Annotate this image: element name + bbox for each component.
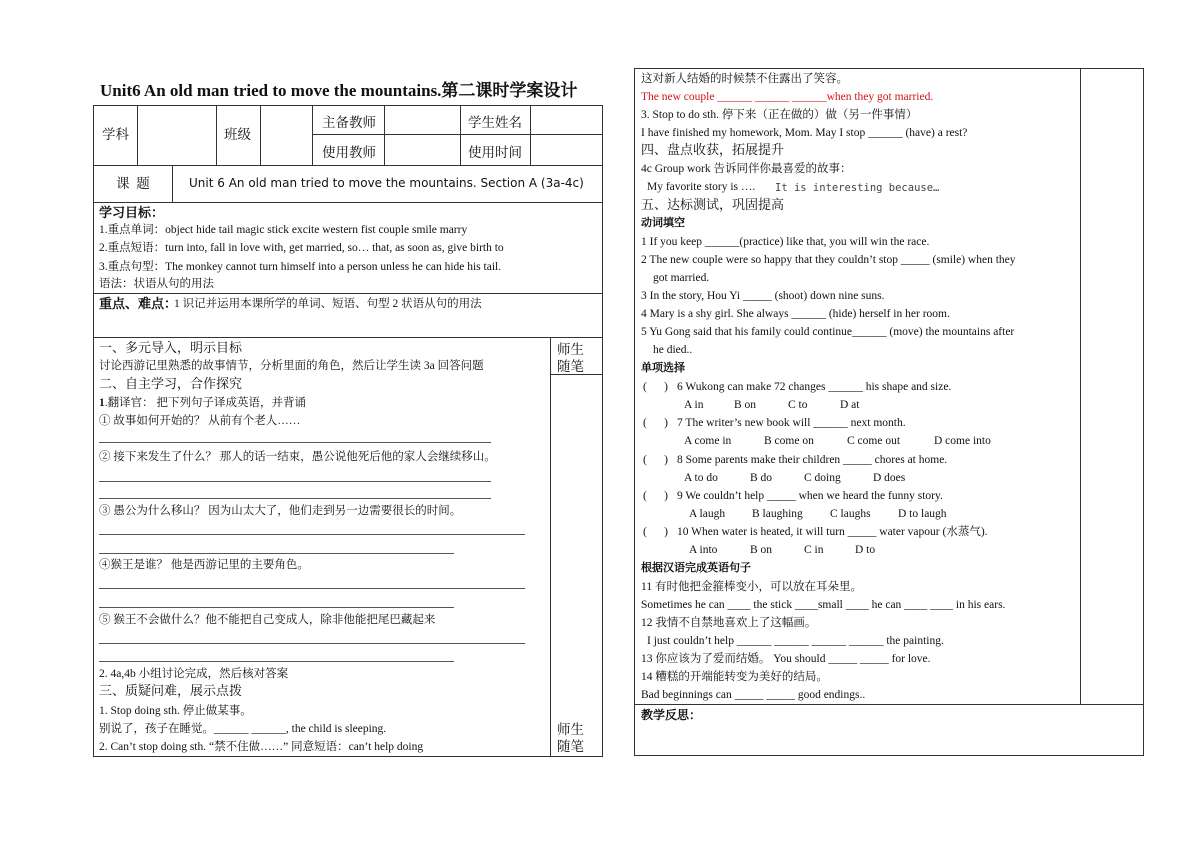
lesson-value: Unit 6 An old man tried to move the mountains. Section A (3a-4c): [189, 176, 584, 190]
section5-title: 五、达标测试，巩固提高: [641, 197, 785, 212]
key-points-heading: 重点、难点：: [99, 296, 178, 311]
translation-q13: 13 你应该为了爱而结婚。 You should _____ _____ for love.: [641, 653, 931, 665]
objective-grammar: 语法：状语从句的用法: [99, 278, 214, 290]
mc-option: A come in: [684, 435, 732, 447]
verb-q2b: got married.: [653, 272, 710, 284]
question-3: ③ 愚公为什么移山？ 因为山太大了，他们走到另一边需要很长的时间。: [99, 505, 462, 517]
question-1: ① 故事如何开始的？ 从前有个老人……: [99, 415, 301, 427]
section2-title: 二、自主学习，合作探究: [99, 376, 243, 391]
objectives-heading: 学习目标：: [99, 205, 165, 220]
mc-option: C doing: [804, 472, 841, 484]
point-1-example: 别说了，孩子在睡觉。______ ______, the child is sleeping.: [99, 723, 387, 735]
mc-option: D to laugh: [898, 508, 947, 520]
mc-paren: ( ): [643, 526, 668, 538]
right-line-4: I have finished my homework, Mom. May I stop ______ (have) a rest?: [641, 127, 968, 139]
mc-option: D to: [855, 544, 876, 556]
lesson-label: 课 题: [116, 176, 150, 191]
section4-story-a: My favorite story is ….: [647, 181, 756, 193]
verb-q5b: he died..: [653, 344, 693, 356]
translation-heading: 根据汉语完成英语句子: [641, 561, 751, 574]
mc-option: C in: [804, 544, 824, 556]
objective-words: 1.重点单词：object hide tail magic stick excite western fist couple smile marry: [99, 224, 468, 236]
notes-label-bottom: 师生随笔: [557, 722, 584, 754]
right-line-2: The new couple ______ ______ ______when they got married.: [641, 91, 934, 103]
objective-sentence: 3.重点句型：The monkey cannot turn himself into a person unless he can hide his tail.: [99, 261, 502, 273]
verb-q1: 1 If you keep ______(practice) like that, you will win the race.: [641, 236, 930, 248]
mc-option: A into: [689, 544, 718, 556]
notes-label-top: 师生随笔: [557, 342, 584, 374]
mc-paren: ( ): [643, 490, 668, 502]
subject-label: 学科: [102, 127, 129, 142]
section2-task: [99, 396, 306, 410]
verb-q5a: 5 Yu Gong said that his family could continue______ (move) the mountains after: [641, 326, 1015, 338]
section4-title: 四、盘点收获，拓展提升: [641, 142, 785, 157]
student-name-label: 学生姓名: [468, 115, 522, 130]
mc-q10: 10 When water is heated, it will turn _____ water vapour (水蒸气).: [677, 526, 988, 538]
verb-q2a: 2 The new couple were so happy that they couldn’t stop _____ (smile) when they: [641, 254, 1016, 266]
using-teacher-label: 使用教师: [322, 145, 376, 160]
mc-option: D at: [840, 399, 860, 411]
translation-q14-cn: 14 糟糕的开端能转变为美好的结局。: [641, 671, 828, 683]
point-2: 2. Can’t stop doing sth. “禁不住做……” 同意短语：can’t help doing: [99, 741, 424, 753]
section1-title: 一、多元导入，明示目标: [99, 340, 243, 355]
mc-q7: 7 The writer’s new book will ______ next month.: [677, 417, 906, 429]
mc-option: D does: [873, 472, 906, 484]
mc-option: D come into: [934, 435, 991, 447]
translation-q14-en: Bad beginnings can _____ _____ good endings..: [641, 689, 866, 701]
mc-option: C to: [788, 399, 808, 411]
mc-q6: 6 Wukong can make 72 changes ______ his shape and size.: [677, 381, 952, 393]
teaching-reflection-label: 教学反思：: [641, 708, 702, 722]
mc-option: B on: [734, 399, 757, 411]
multiple-choice-heading: 单项选择: [641, 361, 685, 374]
point-1: 1. Stop doing sth. 停止做某事。: [99, 705, 252, 717]
section1-text: 讨论西游记里熟悉的故事情节，分析里面的角色，然后让学生读 3a 回答问题: [99, 360, 484, 372]
mc-option: B come on: [764, 435, 814, 447]
using-time-label: 使用时间: [468, 145, 522, 160]
mc-paren: ( ): [643, 381, 668, 393]
translation-q11-cn: 11 有时他把金箍棒变小，可以放在耳朵里。: [641, 581, 862, 593]
mc-option: B on: [750, 544, 773, 556]
translation-q12-cn: 12 我情不自禁地喜欢上了这幅画。: [641, 617, 817, 629]
translation-q12-en: I just couldn’t help ______ ______ ______ ______ the painting.: [647, 635, 944, 647]
right-line-3: 3. Stop to do sth. 停下来（正在做的）做（另一件事情）: [641, 109, 918, 121]
verb-q4: 4 Mary is a shy girl. She always ______ (hide) herself in her room.: [641, 308, 950, 320]
objective-phrases: 2.重点短语：turn into, fall in love with, get married, so… that, as soon as, give birth to: [99, 242, 504, 254]
mc-option: C laughs: [830, 508, 871, 520]
class-label: 班级: [224, 127, 251, 142]
mc-option: C come out: [847, 435, 901, 447]
mc-q8: 8 Some parents make their children _____ chores at home.: [677, 454, 948, 466]
verb-q3: 3 In the story, Hou Yi _____ (shoot) down nine suns.: [641, 290, 885, 302]
question-4: ④猴王是谁？ 他是西游记里的主要角色。: [99, 559, 309, 571]
question-5: ⑤ 猴王不会做什么？他不能把自己变成人，除非他能把尾巴藏起来: [99, 614, 436, 626]
verb-fill-heading: 动词填空: [641, 216, 685, 229]
section4-text: 4c Group work 告诉同伴你最喜爱的故事：: [641, 163, 852, 175]
section2-task-number: 1: [99, 397, 105, 409]
main-teacher-label: 主备教师: [322, 115, 376, 130]
page-title: Unit6 An old man tried to move the mountains.第二课时学案设计: [100, 81, 578, 100]
mc-option: A laugh: [689, 508, 726, 520]
section2-part2: 2. 4a,4b 小组讨论完成，然后核对答案: [99, 668, 289, 680]
section4-story-b: It is interesting because…: [775, 182, 940, 194]
mc-option: B do: [750, 472, 773, 484]
mc-option: B laughing: [752, 508, 803, 520]
translation-q11-en: Sometimes he can ____ the stick ____small ____ he can ____ ____ in his ears.: [641, 599, 1006, 611]
mc-q9: 9 We couldn’t help _____ when we heard the funny story.: [677, 490, 943, 502]
question-2: ② 接下来发生了什么？ 那人的话一结束，愚公说他死后他的家人会继续移山。: [99, 451, 496, 463]
mc-paren: ( ): [643, 454, 668, 466]
mc-option: A in: [684, 399, 704, 411]
mc-option: A to do: [684, 472, 718, 484]
mc-paren: ( ): [643, 417, 668, 429]
section2-task-text: .翻译官： 把下列句子译成英语，并背诵: [104, 397, 306, 409]
section3-title: 三、质疑问难，展示点拨: [99, 683, 243, 698]
right-line-1: 这对新人结婚的时候禁不住露出了笑容。: [641, 73, 848, 85]
key-points-text: 1 识记并运用本课所学的单词、短语、句型 2 状语从句的用法: [174, 298, 482, 310]
